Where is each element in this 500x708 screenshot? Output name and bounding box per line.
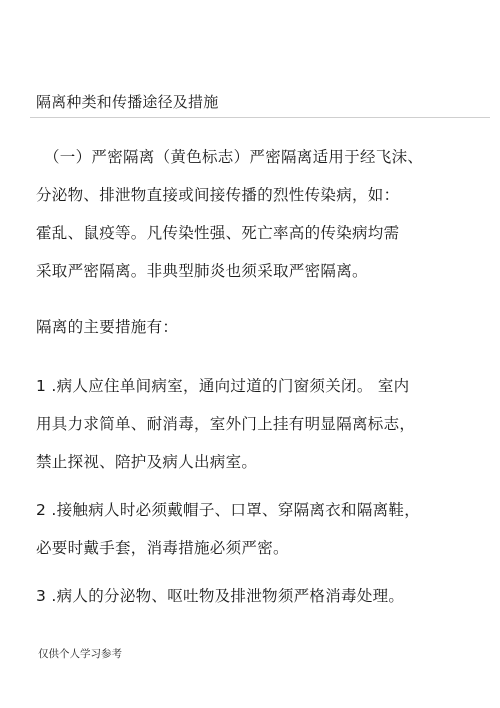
- section-heading: 隔离种类和传播途径及措施: [36, 93, 219, 111]
- measure-2-line: 2 .接触病人时必须戴帽子、口罩、穿隔离衣和隔离鞋，: [36, 501, 421, 519]
- paragraph-line: 采取严密隔离。非典型肺炎也须采取严密隔离。: [36, 262, 368, 280]
- paragraph-line: 分泌物、排泄物直接或间接传播的烈性传染病，如：: [36, 186, 400, 204]
- paragraph-line: 霍乱、鼠疫等。凡传染性强、死亡率高的传染病均需: [36, 224, 400, 242]
- measure-1-line: 1 .病人应住单间病室，通向过道的门窗须关闭。 室内: [36, 377, 410, 395]
- measures-intro: 隔离的主要措施有：: [36, 318, 179, 336]
- footer-note: 仅供个人学习参考: [38, 648, 122, 660]
- measure-3-line: 3 .病人的分泌物、呕吐物及排泄物须严格消毒处理。: [36, 587, 405, 605]
- measure-1-line: 用具力求简单、耐消毒，室外门上挂有明显隔离标志，: [36, 415, 416, 433]
- measure-2-line: 必要时戴手套，消毒措施必须严密。: [36, 539, 289, 557]
- measure-1-line: 禁止探视、陪护及病人出病室。: [36, 453, 258, 471]
- paragraph-line: （一）严密隔离（黄色标志）严密隔离适用于经飞沫、: [44, 148, 424, 166]
- heading-divider: [30, 117, 490, 118]
